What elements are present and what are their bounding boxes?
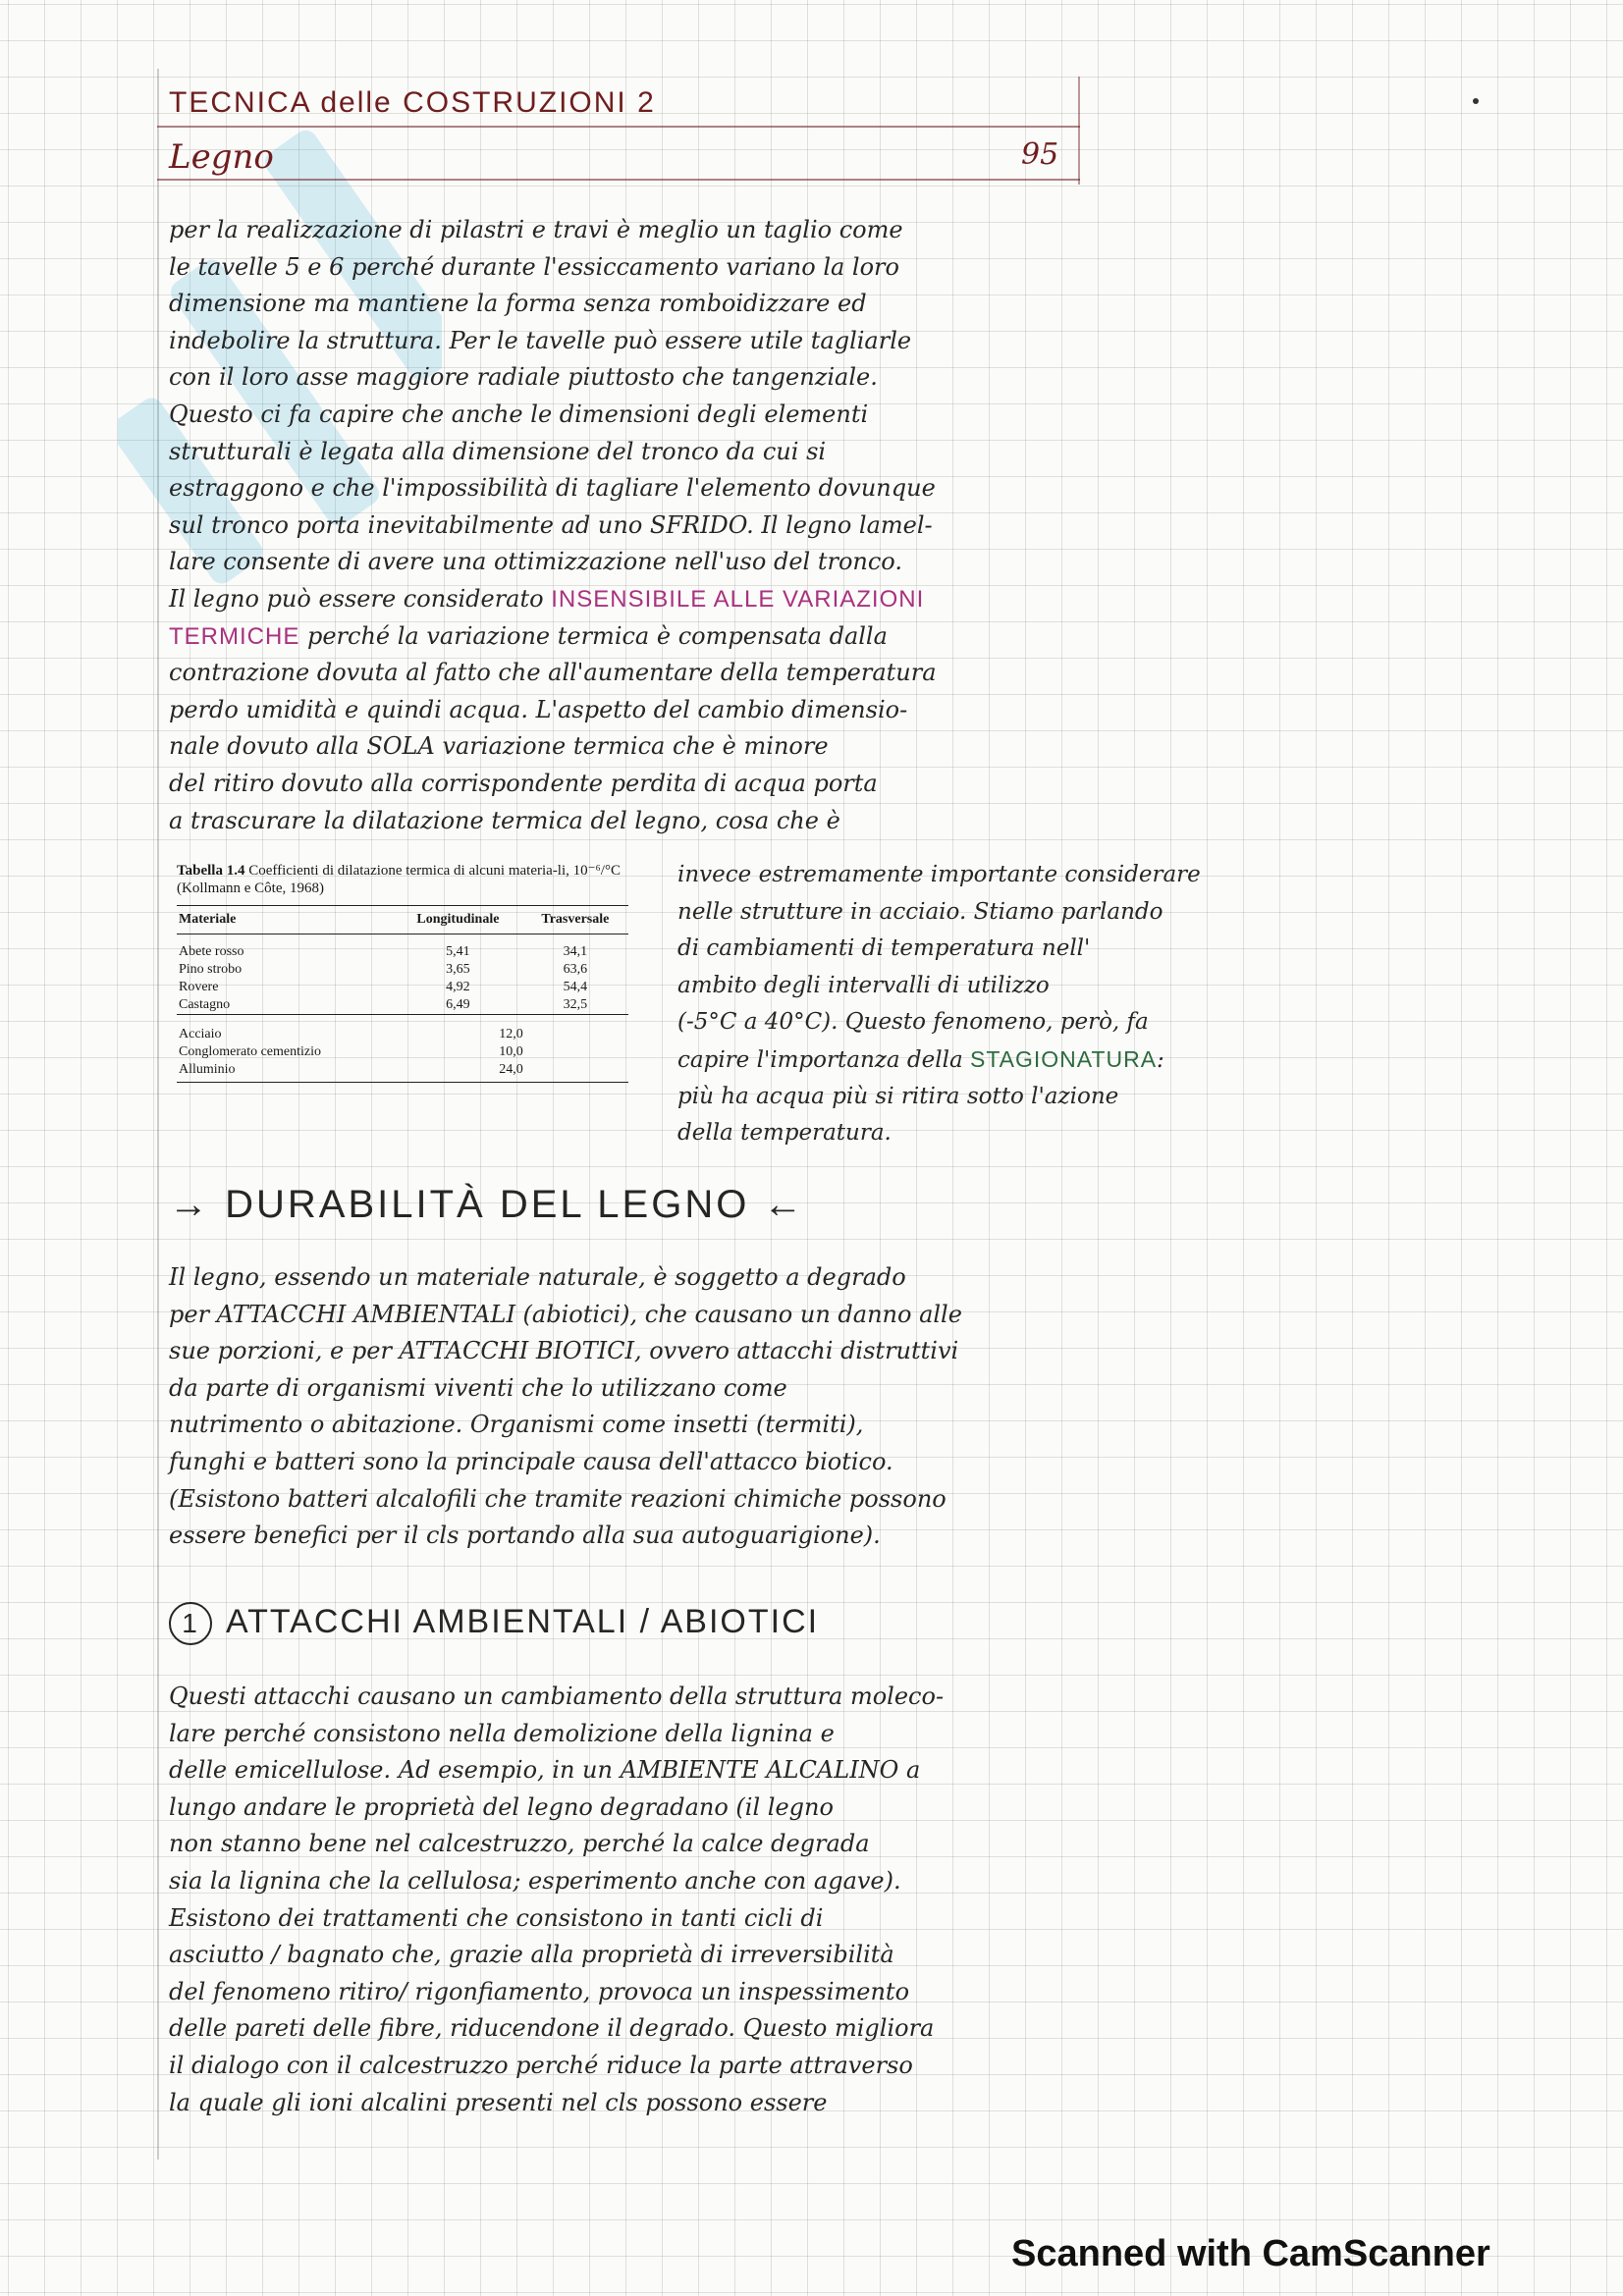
text-line: a trascurare la dilatazione termica del legno, cosa che è bbox=[169, 806, 840, 834]
text-line-part: : bbox=[1157, 1046, 1164, 1073]
text-line: Esistono dei trattamenti che consistono in tanti cicli di bbox=[169, 1903, 824, 1932]
cell-material: Rovere bbox=[179, 980, 219, 994]
text-line: per la realizzazione di pilastri e travi è meglio un taglio come bbox=[169, 216, 903, 243]
scanner-footer: Scanned with CamScanner bbox=[1011, 2233, 1490, 2274]
text-line: nelle strutture in acciaio. Stiamo parlando bbox=[677, 898, 1163, 925]
cell-transverse: 63,6 bbox=[563, 962, 588, 977]
text-line: asciutto / bagnato che, grazie alla proprietà di irreversibilità bbox=[169, 1941, 894, 1969]
table-caption-text: Coefficienti di dilatazione termica di alcuni materia-li, 10⁻⁶/°C (Kollmann e Côte, 1968) bbox=[177, 863, 621, 896]
paragraph-timber-cutting bbox=[169, 212, 937, 839]
text-line: lungo andare le proprietà del legno degradano (il legno bbox=[169, 1792, 834, 1821]
table-row bbox=[177, 996, 628, 1015]
text-line: strutturali è legata alla dimensione del tronco da cui si bbox=[169, 437, 827, 465]
text-line-highlight bbox=[677, 1041, 1201, 1079]
text-line: del ritiro dovuto alla corrispondente perdita di acqua porta bbox=[169, 769, 878, 797]
col-header-longitudinal: Longitudinale bbox=[394, 906, 522, 934]
col-header-transverse: Trasversale bbox=[522, 906, 628, 934]
text-line: la quale gli ioni alcalini presenti nel cls possono essere bbox=[169, 2088, 828, 2116]
text-line: di cambiamenti di temperatura nell' bbox=[677, 935, 1091, 962]
cell-transverse: 34,1 bbox=[563, 944, 588, 959]
text-line: Questo ci fa capire che anche le dimensioni degli elementi bbox=[169, 400, 869, 428]
section-number: 1 bbox=[169, 1602, 212, 1645]
text-line: nutrimento o abitazione. Organismi come insetti (termiti), bbox=[169, 1411, 864, 1439]
section-title-text: ATTACCHI AMBIENTALI / ABIOTICI bbox=[226, 1603, 820, 1640]
table-row bbox=[177, 1043, 628, 1061]
highlight-termiche: TERMICHE bbox=[169, 622, 300, 650]
header-subject: Legno bbox=[169, 137, 274, 177]
cell-material: Acciaio bbox=[177, 1015, 394, 1044]
header-divider bbox=[1078, 77, 1080, 185]
text-line: per ATTACCHI AMBIENTALI (abiotici), che causano un danno alle bbox=[169, 1300, 962, 1328]
paragraph-durability bbox=[169, 1259, 962, 1555]
cell-transverse: 54,4 bbox=[563, 980, 588, 994]
page-number: 95 bbox=[1021, 137, 1059, 172]
paragraph-thermal-right bbox=[677, 857, 1201, 1152]
cell-longitudinal: 5,41 bbox=[446, 944, 470, 959]
table-row bbox=[177, 1015, 628, 1044]
text-line: Il legno, essendo un materiale naturale, è soggetto a degrado bbox=[169, 1263, 906, 1291]
text-line: lare perché consistono nella demolizione della lignina e bbox=[169, 1719, 835, 1747]
cell-value: 24,0 bbox=[394, 1061, 628, 1083]
col-header-material: Materiale bbox=[177, 906, 394, 934]
table-caption-label: Tabella 1.4 bbox=[177, 863, 245, 879]
header-rule-bottom bbox=[157, 179, 1080, 181]
text-line: contrazione dovuta al fatto che all'aumentare della temperatura bbox=[169, 659, 937, 687]
table-row bbox=[177, 1061, 628, 1083]
text-line: il dialogo con il calcestruzzo perché riduce la parte attraverso bbox=[169, 2051, 913, 2079]
ink-dot bbox=[1473, 98, 1479, 104]
table-row bbox=[177, 979, 628, 996]
table-caption bbox=[177, 862, 628, 897]
cell-longitudinal: 6,49 bbox=[446, 997, 470, 1012]
text-line: lare consente di avere una ottimizzazione nell'uso del tronco. bbox=[169, 548, 902, 576]
text-line: (Esistono batteri alcalofili che tramite reazioni chimiche possono bbox=[169, 1484, 947, 1513]
cell-material: Abete rosso bbox=[179, 944, 244, 959]
text-line: sia la lignina che la cellulosa; esperimento anche con agave). bbox=[169, 1866, 901, 1895]
text-line: con il loro asse maggiore radiale piuttosto che tangenziale. bbox=[169, 363, 878, 392]
cell-material: Conglomerato cementizio bbox=[179, 1044, 322, 1059]
paragraph-abiotic bbox=[169, 1679, 944, 2121]
text-line: della temperatura. bbox=[677, 1120, 892, 1147]
text-line: estraggono e che l'impossibilità di tagliare l'elemento dovunque bbox=[169, 474, 936, 503]
text-line: dimensione ma mantiene la forma senza romboidizzare ed bbox=[169, 290, 867, 318]
highlight-stagionatura: STAGIONATURA bbox=[969, 1045, 1158, 1072]
text-line: sue porzioni, e per ATTACCHI BIOTICI, ovvero attacchi distruttivi bbox=[169, 1337, 959, 1365]
text-line: (-5°C a 40°C). Questo fenomeno, però, fa bbox=[677, 1009, 1149, 1036]
text-line: Questi attacchi causano un cambiamento della struttura moleco- bbox=[169, 1682, 945, 1710]
text-line: indebolire la struttura. Per le tavelle può essere utile tagliarle bbox=[169, 326, 912, 354]
cell-material: Pino strobo bbox=[179, 962, 243, 977]
text-line-highlight bbox=[169, 581, 937, 618]
text-line: più ha acqua più si ritira sotto l'azione bbox=[677, 1083, 1119, 1109]
table-row bbox=[177, 961, 628, 979]
section-title-abiotic bbox=[169, 1602, 819, 1645]
coeff-table bbox=[177, 905, 628, 1083]
text-line: sul tronco porta inevitabilmente ad uno SFRIDO. Il legno lamel- bbox=[169, 510, 933, 539]
text-line: non stanno bene nel calcestruzzo, perché la calce degrada bbox=[169, 1830, 870, 1858]
cell-longitudinal: 3,65 bbox=[446, 962, 470, 977]
cell-value: 12,0 bbox=[394, 1015, 628, 1044]
cell-transverse: 32,5 bbox=[563, 997, 588, 1012]
section-title-durability: → DURABILITÀ DEL LEGNO ← bbox=[169, 1183, 806, 1226]
text-line: essere benefici per il cls portando alla sua autoguarigione). bbox=[169, 1522, 881, 1550]
text-line: da parte di organismi viventi che lo utilizzano come bbox=[169, 1373, 787, 1402]
header-title: TECNICA delle COSTRUZIONI 2 bbox=[169, 86, 656, 119]
highlight-insensibile: INSENSIBILE ALLE VARIAZIONI bbox=[551, 585, 925, 613]
text-line: del fenomeno ritiro/ rigonfiamento, provoca un inspessimento bbox=[169, 1977, 910, 2005]
table-row bbox=[177, 934, 628, 962]
text-line: nale dovuto alla SOLA variazione termica che è minore bbox=[169, 732, 829, 761]
cell-longitudinal: 4,92 bbox=[446, 980, 470, 994]
text-line: perdo umidità e quindi acqua. L'aspetto del cambio dimensio- bbox=[169, 695, 908, 723]
cell-material: Castagno bbox=[179, 997, 231, 1012]
thermal-expansion-table bbox=[177, 862, 628, 1083]
text-line-part: capire l'importanza della bbox=[677, 1046, 970, 1073]
header-rule bbox=[157, 126, 1080, 128]
text-line: funghi e batteri sono la principale causa dell'attacco biotico. bbox=[169, 1447, 893, 1475]
cell-value: 10,0 bbox=[499, 1044, 523, 1059]
text-line: le tavelle 5 e 6 perché durante l'essiccamento variano la loro bbox=[169, 252, 899, 281]
text-line: delle emicellulose. Ad esempio, in un AMBIENTE ALCALINO a bbox=[169, 1756, 921, 1785]
text-line-highlight bbox=[169, 618, 937, 656]
text-line: delle pareti delle fibre, riducendone il degrado. Questo migliora bbox=[169, 2014, 935, 2043]
cell-material: Alluminio bbox=[177, 1061, 394, 1083]
text-line-part: perché la variazione termica è compensata dalla bbox=[299, 621, 888, 650]
text-line-part: Il legno può essere considerato bbox=[169, 584, 552, 613]
text-line: ambito degli intervalli di utilizzo bbox=[677, 972, 1050, 998]
text-line: invece estremamente importante considerare bbox=[677, 862, 1201, 887]
